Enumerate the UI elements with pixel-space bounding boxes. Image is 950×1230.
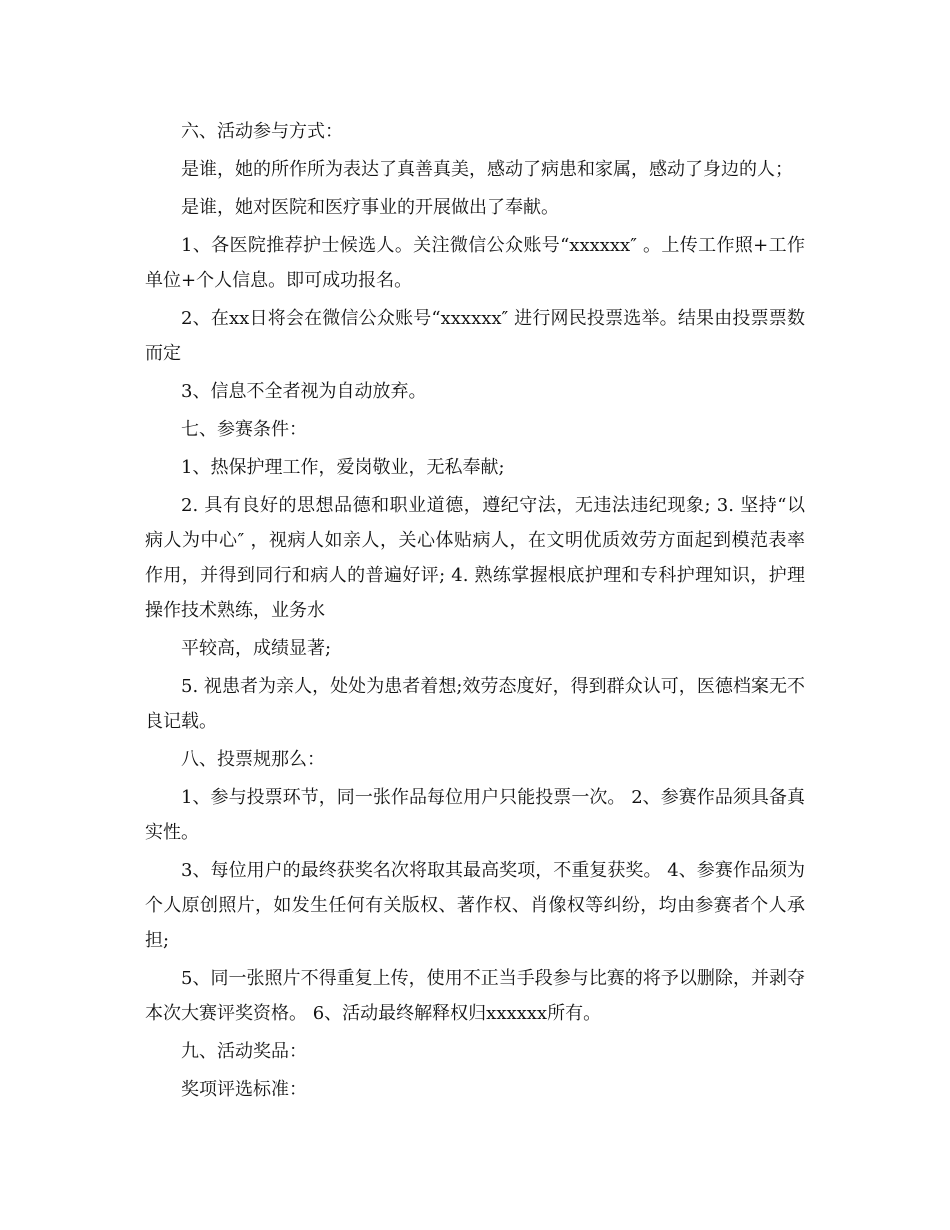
body-paragraph: 平较高，成绩显著; xyxy=(181,638,332,659)
body-paragraph: 3、信息不全者视为自动放弃。 xyxy=(181,381,427,402)
body-paragraph: 是谁，她对医院和医疗事业的开展做出了奉献。 xyxy=(181,197,559,218)
section-heading-conditions: 七、参赛条件： xyxy=(181,419,307,440)
section-heading-participation: 六、活动参与方式： xyxy=(181,121,343,142)
body-paragraph: 奖项评选标准： xyxy=(181,1079,307,1100)
body-paragraph: 1、各医院推荐护士候选人。关注微信公众账号“xxxxxx″ 。上传工作照+工作单位+个人信息。即可成功报名。 xyxy=(145,235,805,291)
body-paragraph: 5、同一张照片不得重复上传，使用不正当手段参与比赛的将予以删除，并剥夺本次大赛评奖资格。 6、活动最终解释权归xxxxxx所有。 xyxy=(145,968,805,1024)
body-paragraph: 2. 具有良好的思想品德和职业道德，遵纪守法，无违法违纪现象; 3. 坚持“以病人为中心″ ，视病人如亲人，关心体贴病人，在文明优质效劳方面起到模范表率作用，并得到同行和病人的普遍好评; 4. 熟练掌握根底护理和专科护理知识，护理操作技术熟练，业务水 xyxy=(145,495,805,621)
body-paragraph: 是谁，她的所作所为表达了真善真美，感动了病患和家属，感动了身边的人； xyxy=(181,159,793,180)
document-body xyxy=(145,114,805,1110)
section-heading-voting-rules: 八、投票规那么： xyxy=(181,749,325,770)
body-paragraph: 5. 视患者为亲人，处处为患者着想;效劳态度好，得到群众认可，医德档案无不良记载。 xyxy=(145,676,805,732)
body-paragraph: 3、每位用户的最终获奖名次将取其最高奖项，不重复获奖。 4、参赛作品须为个人原创照片，如发生任何有关版权、著作权、肖像权等纠纷，均由参赛者个人承担; xyxy=(145,860,805,951)
section-heading-prizes: 九、活动奖品： xyxy=(181,1041,307,1062)
body-paragraph: 1、热保护理工作，爱岗敬业，无私奉献; xyxy=(181,457,505,478)
body-paragraph: 2、在xx日将会在微信公众账号“xxxxxx″ 进行网民投票选举。结果由投票票数而定 xyxy=(145,308,805,364)
body-paragraph: 1、参与投票环节，同一张作品每位用户只能投票一次。 2、参赛作品须具备真实性。 xyxy=(145,787,805,843)
